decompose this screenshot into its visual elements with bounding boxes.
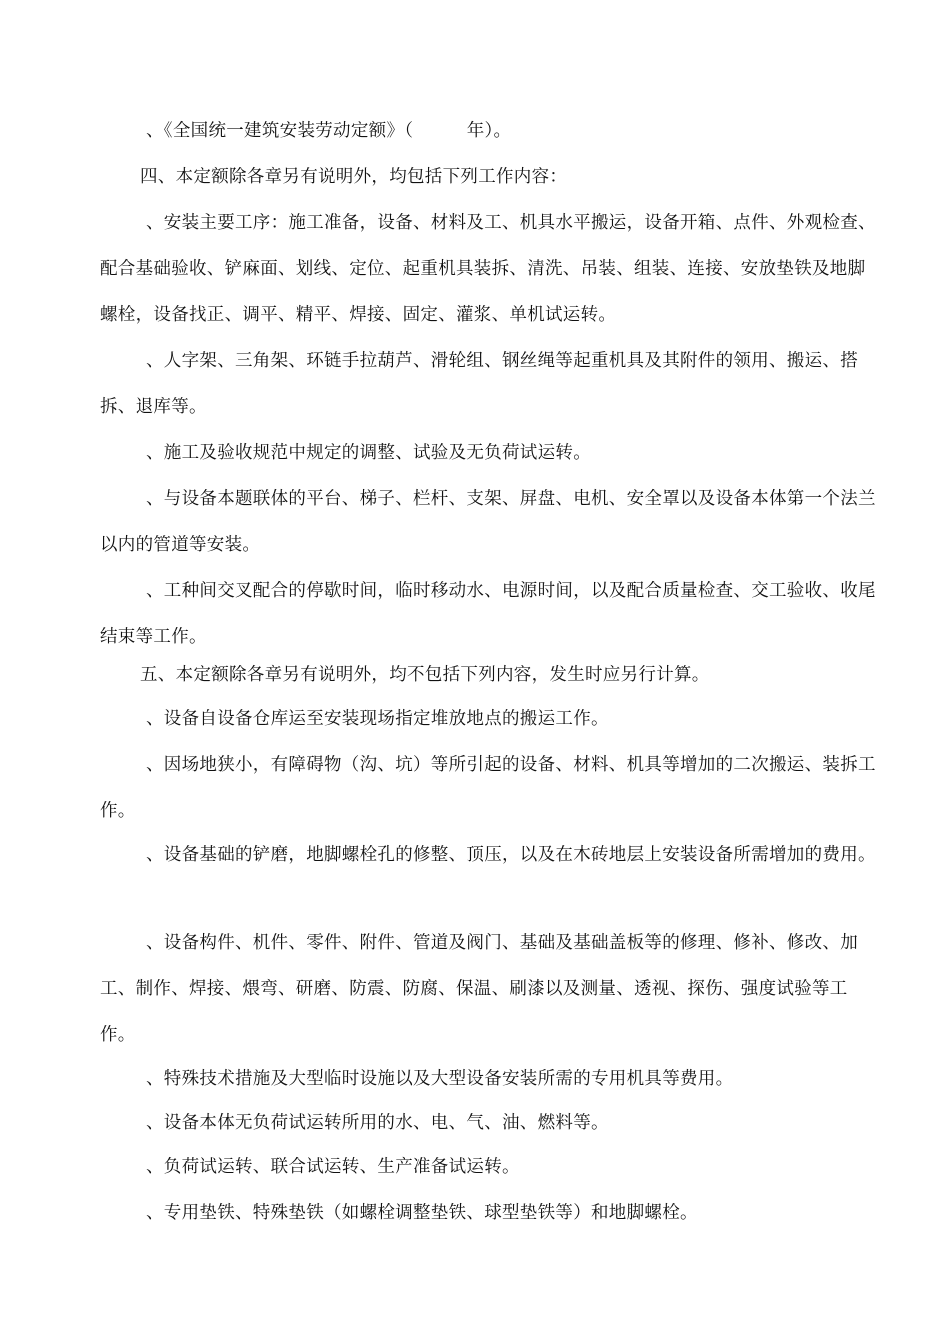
item-idle-time: 、工种间交叉配合的停歇时间，临时移动水、电源时间，以及配合质量检查、交工验收、收尾结束等工作。 [100,581,876,647]
item-load-trial-runs: 、负荷试运转、联合试运转、生产准备试运转。 [146,1157,520,1177]
item-component-repair: 、设备构件、机件、零件、附件、管道及阀门、基础及基础盖板等的修理、修补、修改、加工、制作、焊接、煨弯、研磨、防震、防腐、保温、刷漆以及测量、透视、探伤、强度试验等工作。 [100,933,858,1045]
item-foundation-grinding: 、设备基础的铲磨，地脚螺栓孔的修整、顶压，以及在木砖地层上安装设备所需增加的费用。 [146,845,876,865]
item-special-measures: 、特殊技术措施及大型临时设施以及大型设备安装所需的专用机具等费用。 [146,1069,734,1089]
item-adjustment-testing: 、施工及验收规范中规定的调整、试验及无负荷试运转。 [146,443,591,463]
paragraph-labor-quota-reference: 、《全国统一建筑安装劳动定额》（ 年）。 [146,121,512,141]
item-secondary-handling: 、因场地狭小，有障碍物（沟、坑）等所引起的设备、材料、机具等增加的二次搬运、装拆工作。 [100,755,876,821]
item-trial-run-consumables: 、设备本体无负荷试运转所用的水、电、气、油、燃料等。 [146,1113,609,1133]
section-five-heading: 五、本定额除各章另有说明外，均不包括下列内容，发生时应另行计算。 [140,665,710,685]
item-main-installation-processes: 、安装主要工序：施工准备，设备、材料及工、机具水平搬运，设备开箱、点件、外观检查、配合基础验收、铲麻面、划线、定位、起重机具装拆、清洗、吊装、组装、连接、安放垫铁及地脚螺栓，设备找正、调平、精平、焊接、固定、灌浆、单机试运转。 [100,213,876,325]
item-special-shims: 、专用垫铁、特殊垫铁（如螺栓调整垫铁、球型垫铁等）和地脚螺栓。 [146,1203,698,1223]
section-four-heading: 四、本定额除各章另有说明外，均包括下列工作内容： [140,167,568,187]
item-warehouse-transport: 、设备自设备仓库运至安装现场指定堆放地点的搬运工作。 [146,709,609,729]
item-platform-installation: 、与设备本题联体的平台、梯子、栏杆、支架、屏盘、电机、安全罩以及设备本体第一个法兰以内的管道等安装。 [100,489,876,555]
item-lifting-equipment: 、人字架、三角架、环链手拉葫芦、滑轮组、钢丝绳等起重机具及其附件的领用、搬运、搭拆、退库等。 [100,351,858,417]
